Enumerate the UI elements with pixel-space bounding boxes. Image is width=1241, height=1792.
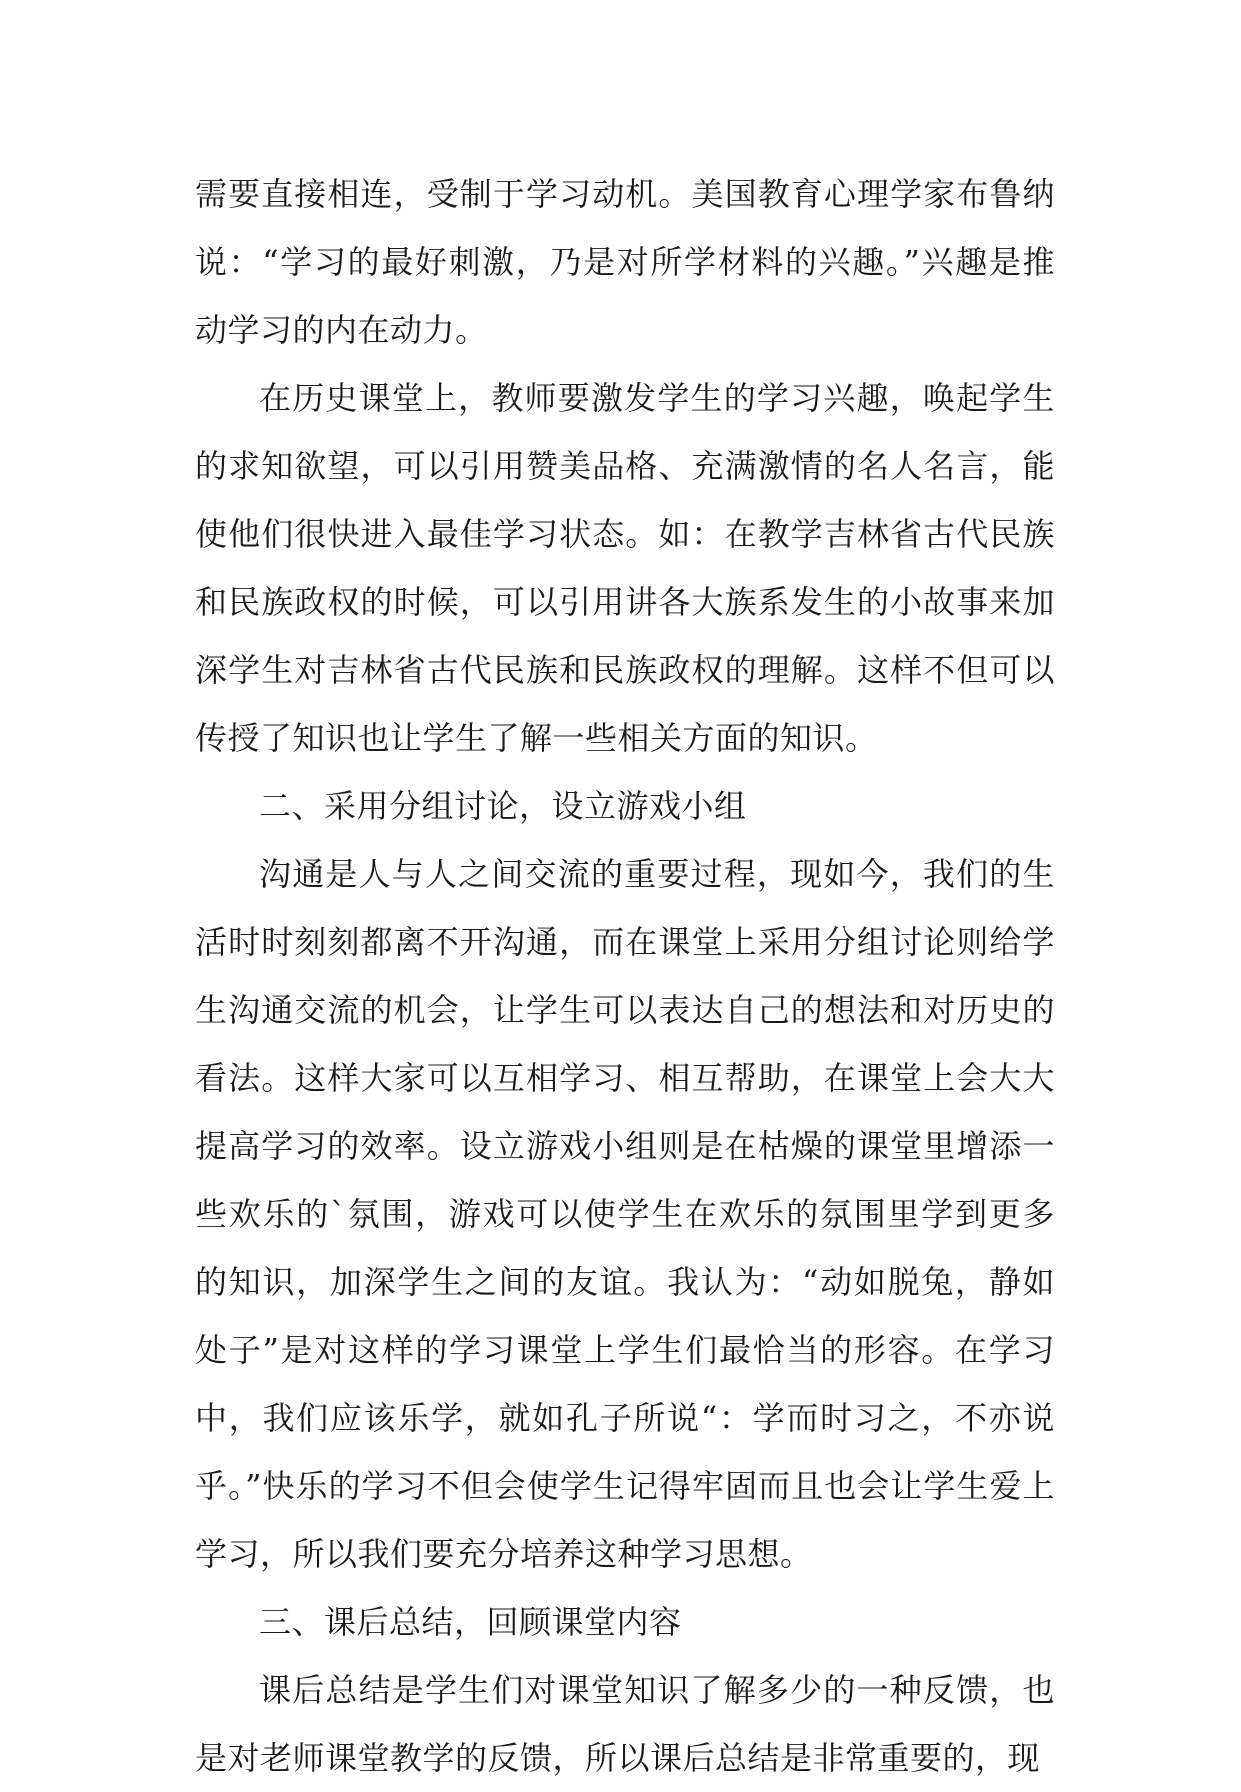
paragraph-communication: 沟通是人与人之间交流的重要过程，现如今，我们的生活时时刻刻都离不开沟通，而在课堂上采用分组讨论则给学生沟通交流的机会，让学生可以表达自己的想法和对历史的看法。这样大家可以互相学习、相互帮助，在课堂上会大大提高学习的效率。设立游戏小组则是在枯燥的课堂里增添一些欢乐的`氛围，游戏可以使学生在欢乐的氛围里学到更多的知识，加深学生之间的友谊。我认为：“动如脱兔，静如处子”是对这样的学习课堂上学生们最恰当的形容。在学习中，我们应该乐学，就如孔子所说“：学而时习之，不亦说乎。”快乐的学习不但会使学生记得牢固而且也会让学生爱上学习，所以我们要充分培养这种学习思想。 [195, 855, 1055, 1573]
document-body [195, 160, 1055, 1792]
section-heading-group-discussion: 二、采用分组讨论，设立游戏小组 [259, 787, 747, 825]
section-heading-summary: 三、课后总结，回顾课堂内容 [259, 1603, 682, 1641]
paragraph-continuation: 需要直接相连，受制于学习动机。美国教育心理学家布鲁纳说：“学习的最好刺激，乃是对所学材料的兴趣。”兴趣是推动学习的内在动力。 [195, 175, 1055, 349]
paragraph-history-class: 在历史课堂上，教师要激发学生的学习兴趣，唤起学生的求知欲望，可以引用赞美品格、充满激情的名人名言，能使他们很快进入最佳学习状态。如：在教学吉林省古代民族和民族政权的时候，可以引用讲各大族系发生的小故事来加深学生对吉林省古代民族和民族政权的理解。这样不但可以传授了知识也让学生了解一些相关方面的知识。 [195, 379, 1055, 757]
paragraph-summary: 课后总结是学生们对课堂知识了解多少的一种反馈，也是对老师课堂教学的反馈，所以课后总结是非常重要的，现 [195, 1671, 1055, 1777]
